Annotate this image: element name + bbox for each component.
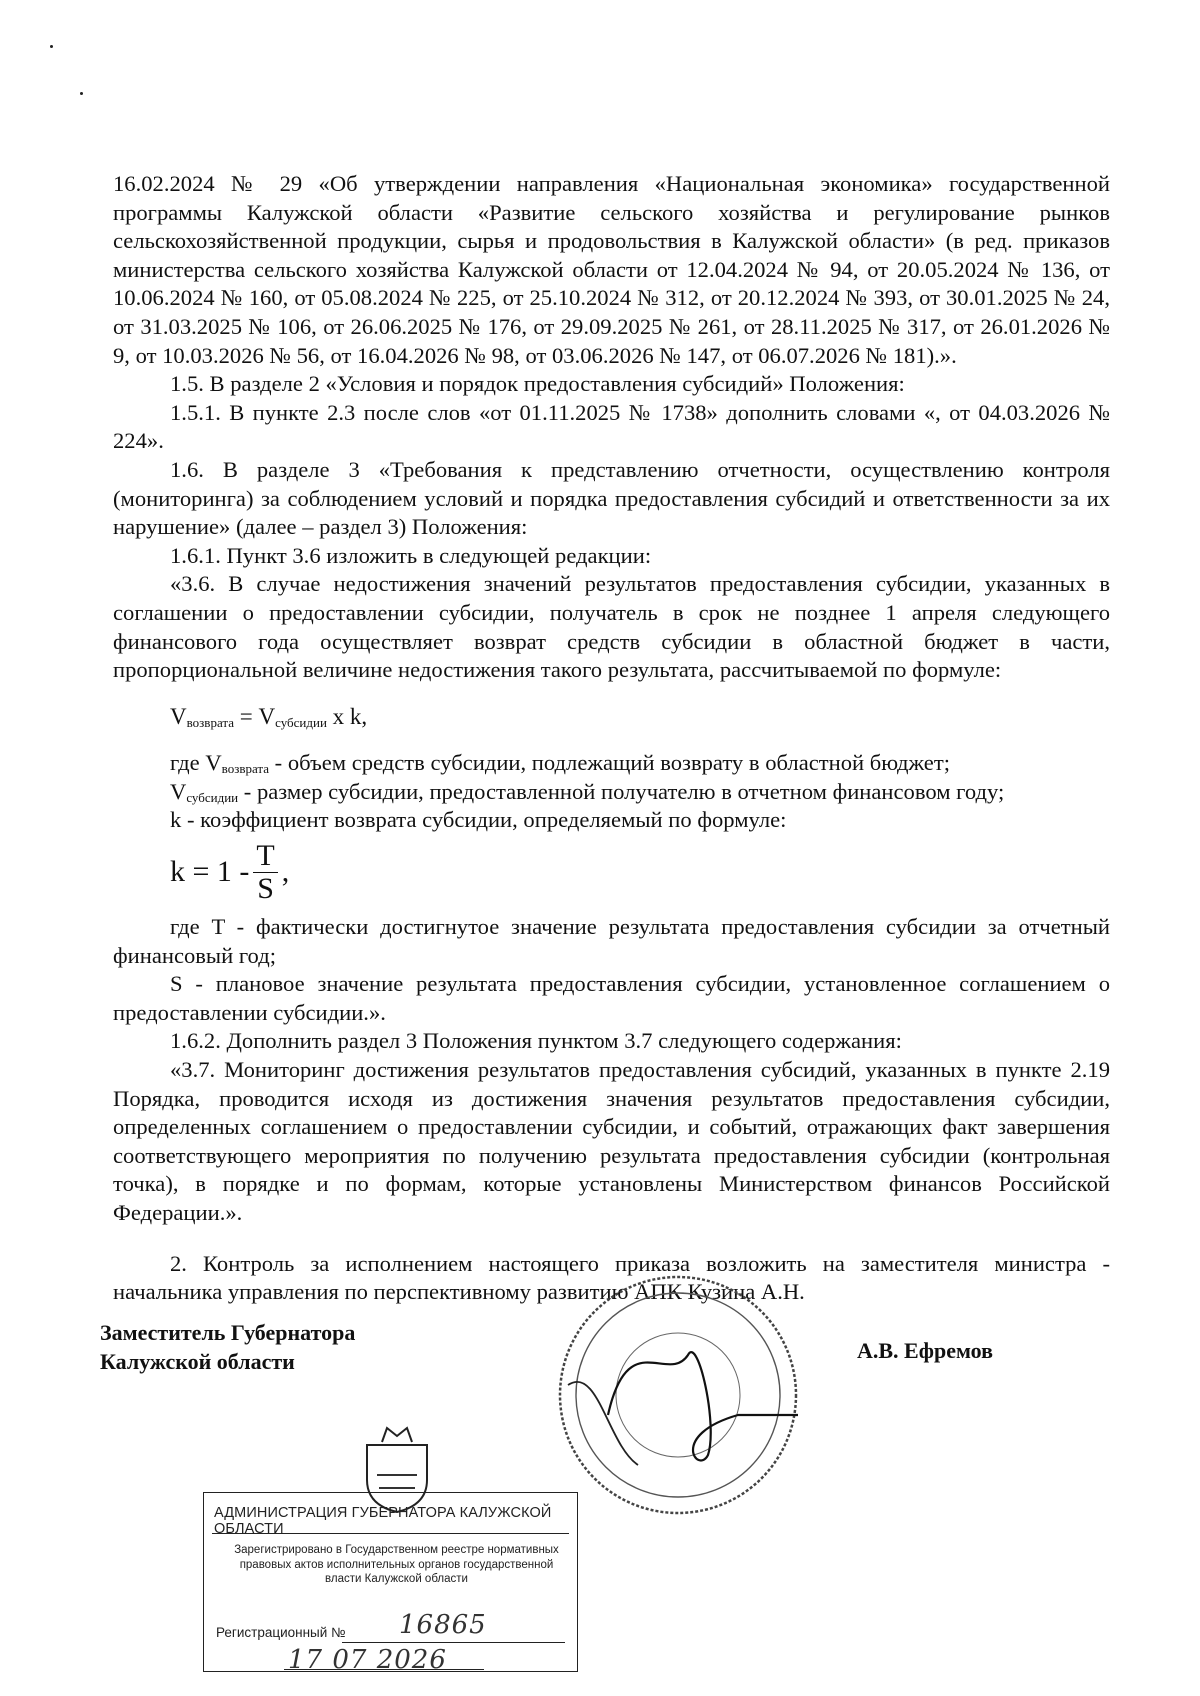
stamp-text: Зарегистрировано в Государственном реестре нормативных правовых актов исполнительных органов государственной власти Калужской области (234, 1544, 559, 1585)
scan-speck (50, 45, 53, 48)
definition-k: k - коэффициент возврата субсидии, определяемый по формуле: (170, 807, 787, 833)
stamp-date: 17 07 2026 (288, 1645, 447, 1675)
stamp-reg-number: 16865 (399, 1610, 487, 1640)
document-body (113, 170, 1110, 1307)
definition-v-return: где $V_{возврата}$ - объем средств субсидии, подлежащий возврату в областной бюджет; (170, 750, 950, 777)
signatory-position: Заместитель Губернатора Калужской области (100, 1320, 356, 1374)
paragraph-1-6-2: 1.6.2. Дополнить раздел 3 Положения пунктом 3.7 следующего содержания: (170, 1028, 902, 1054)
registration-stamp (203, 1492, 578, 1675)
formula-k: k = 1 - $\frac{T}{S}$ , (170, 838, 290, 905)
stamp-reg-label: Регистрационный № (216, 1625, 346, 1640)
paragraph-1-5: 1.5. В разделе 2 «Условия и порядок предоставления субсидий» Положения: (170, 371, 905, 397)
paragraph-3-7: «3.7. Мониторинг достижения результатов предоставления субсидий, указанных в пункте 2.19 Порядка, проводится исходя из достижения значения результатов предоставления субсидии, определенных соглашением о предоставлении субсидии, и событий, отражающих факт завершения соответствующего мероприятия по получению результата предоставления субсидии (контрольная точка), в порядке и по формам, которые установлены Министерством финансов Российской Федерации.». (113, 1057, 1110, 1225)
paragraph-2: 2. Контроль за исполнением настоящего приказа возложить на заместителя министра - начальника управления по перспективному развитию АПК Кузина А.Н. (113, 1250, 1110, 1305)
definition-t: где T - фактически достигнутое значение результата предоставления субсидии за отчетный финансовый год; (113, 914, 1110, 968)
scan-speck (80, 92, 83, 95)
definition-s: S - плановое значение результата предоставления субсидии, установленное соглашением о предоставлении субсидии.». (113, 971, 1110, 1025)
definition-v-subsidy: $V_{субсидии}$ - размер субсидии, предоставленной получателю в отчетном финансовом году; (170, 778, 1005, 805)
paragraph-1-6: 1.6. В разделе 3 «Требования к представлению отчетности, осуществлению контроля (мониторинга) за соблюдением условий и порядка предоставления субсидий и ответственности за их нарушение» (далее – раздел 3) Положения: (113, 456, 1110, 540)
paragraph-3-6: «3.6. В случае недостижения значений результатов предоставления субсидии, указанных в соглашении о предоставлении субсидии, получатель в срок не позднее 1 апреля следующего финансового года осуществляет возврат средств субсидии в областной бюджет в части, пропорциональной величине недостижения такого результата, рассчитываемой по формуле: (113, 571, 1110, 683)
signatory-name: А.В. Ефремов (857, 1338, 993, 1363)
intro-paragraph: 16.02.2024 № 29 «Об утверждении направления «Национальная экономика» государственной программы Калужской области «Развитие сельского хозяйства и регулирование рынков сельскохозяйственной продукции, сырья и продовольствия в Калужской области» (в ред. приказов министерства сельского хозяйства Калужской области от 12.04.2024 № 94, от 20.05.2024 № 136, от 10.06.2024 № 160, от 05.08.2024 № 225, от 25.10.2024 № 312, от 20.12.2024 № 393, от 30.01.2025 № 24, от 31.03.2025 № 106, от 26.06.2025 № 176, от 29.09.2025 № 261, от 28.11.2025 № 317, от 26.01.2026 № 9, от 10.03.2026 № 56, от 16.04.2026 № 98, от 03.06.2026 № 147, от 06.07.2026 № 181).». (113, 171, 1110, 368)
paragraph-1-5-1: 1.5.1. В пункте 2.3 после слов «от 01.11.2025 № 1738» дополнить словами «, от 04.03.2026 № 224». (113, 399, 1110, 454)
stamp-header: АДМИНИСТРАЦИЯ ГУБЕРНАТОРА КАЛУЖСКОЙ ОБЛАСТИ (214, 1505, 552, 1537)
official-seal (548, 1265, 808, 1525)
formula-v-return: $V_{возврата} = V_{субсидии}$ x k, (170, 703, 368, 730)
fraction-denominator: S (257, 871, 274, 905)
paragraph-1-6-1: 1.6.1. Пункт 3.6 изложить в следующей редакции: (170, 542, 652, 568)
fraction-numerator: T (253, 840, 277, 873)
fraction (253, 840, 277, 905)
